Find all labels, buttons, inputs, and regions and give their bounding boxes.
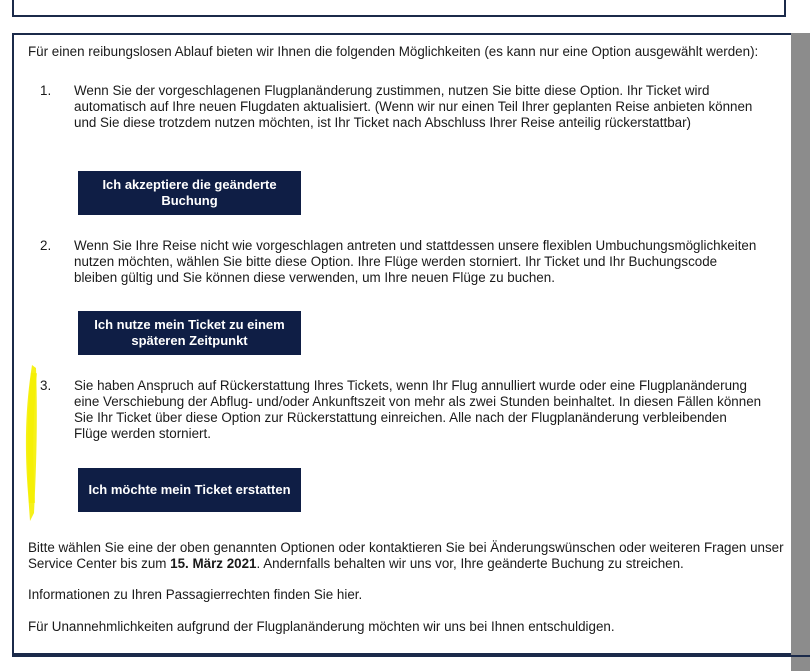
intro-text: Für einen reibungslosen Ablauf bieten wir Ihnen die folgenden Möglichkeiten (es kann nur eine Option ausgewählt werden): — [28, 44, 759, 59]
scrollbar-track[interactable] — [791, 33, 810, 671]
highlighter-mark — [20, 363, 42, 523]
option-2-text: Wenn Sie Ihre Reise nicht wie vorgeschlagen antreten und stattdessen unsere flexiblen Umbuchungsmöglichkeiten nutzen möchten, wählen Sie bitte diese Option. Ihre Flüge werden storniert. Ihr Ticket und Ihr Buchungscode bleiben gültig und Sie können diese verwenden, um Ihre neuen Flüge zu buchen. — [74, 238, 757, 285]
previous-section-box — [12, 0, 786, 17]
use-ticket-later-button[interactable]: Ich nutze mein Ticket zu einem späteren Zeitpunkt — [78, 311, 301, 355]
option-1-number: 1. — [40, 83, 52, 98]
passenger-rights-link[interactable]: Informationen zu Ihren Passagierrechten finden Sie hier. — [28, 587, 363, 602]
option-3-number: 3. — [40, 378, 52, 393]
option-3-text: Sie haben Anspruch auf Rückerstattung Ihres Tickets, wenn Ihr Flug annulliert wurde oder eine Flugplanänderung eine Verschiebung der Abflug- und/oder Ankunftszeit von mehr als zwei Stunden beinhaltet. In diesen Fällen können Sie Ihr Ticket über diese Option zur Rückerstattung einreichen. Alle nach der Flugplanänderung verbleibenden Flüge werden storniert. — [74, 378, 762, 441]
closing-before: Bitte wählen Sie eine der oben genannten Optionen oder kontaktieren Sie bei Änderungswünschen oder weiteren Fragen unser Service Center bis zum — [28, 540, 784, 571]
refund-ticket-button[interactable]: Ich möchte mein Ticket erstatten — [78, 468, 301, 512]
closing-text — [28, 540, 788, 572]
divider — [12, 655, 810, 657]
accept-booking-button[interactable]: Ich akzeptiere die geänderte Buchung — [78, 171, 301, 215]
apology-text: Für Unannehmlichkeiten aufgrund der Flugplanänderung möchten wir uns bei Ihnen entschuldigen. — [28, 619, 615, 634]
deadline-date: 15. März 2021 — [170, 556, 257, 571]
option-2-number: 2. — [40, 238, 52, 253]
closing-after: . Andernfalls behalten wir uns vor, Ihre geänderte Buchung zu streichen. — [256, 556, 684, 571]
option-1-text: Wenn Sie der vorgeschlagenen Flugplanänderung zustimmen, nutzen Sie bitte diese Option. Ihr Ticket wird automatisch auf Ihre neuen Flugdaten aktualisiert. (Wenn wir nur einen Teil Ihrer geplanten Reise anbieten können und Sie diese trotzdem nutzen möchten, ist Ihr Ticket nach Abschluss Ihrer Reise anteilig rückerstattbar) — [74, 83, 753, 130]
